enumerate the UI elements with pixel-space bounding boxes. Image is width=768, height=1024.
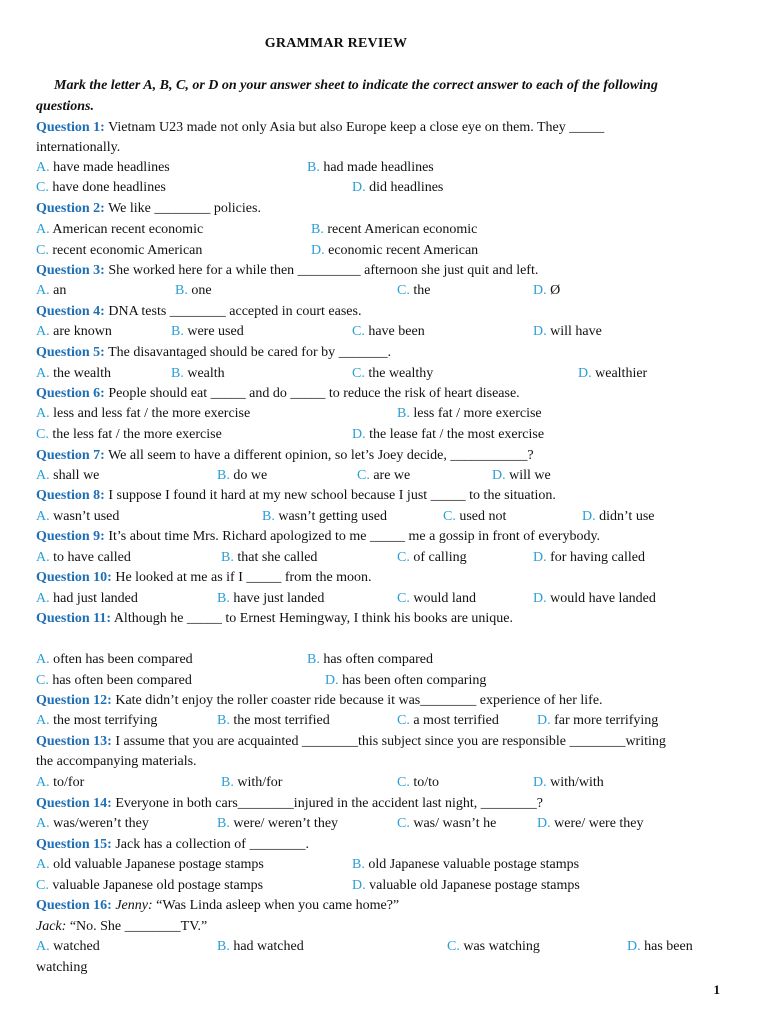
option-letter: B. [397,406,410,421]
option-letter: C. [397,816,410,831]
option-letter: C. [397,283,410,298]
option-text: were/ were they [554,816,644,831]
question-2-option-d[interactable] [311,241,478,261]
option-letter: D. [537,713,551,728]
question-text: He looked at me as if I _____ from the moon. [115,570,372,585]
option-letter: C. [36,427,49,442]
option-letter: B. [221,775,234,790]
question-13-stem [36,732,666,752]
option-text: has often compared [323,652,433,667]
question-1-option-d[interactable] [352,178,443,198]
option-text: American recent economic [52,222,204,237]
option-text: would land [413,591,476,606]
question-label: Question 3: [36,263,105,278]
question-label: Question 5: [36,345,105,360]
option-text: to/to [413,775,440,790]
option-text: the most terrifying [53,713,158,728]
question-11-option-c[interactable] [36,671,192,691]
question-10-stem [36,568,372,588]
question-10-option-d[interactable] [533,589,656,609]
option-letter: A. [36,816,50,831]
question-11-stem [36,609,513,629]
question-4-stem [36,302,361,322]
option-text: was/weren’t they [53,816,149,831]
option-letter: C. [36,180,49,195]
option-text: would have landed [550,591,656,606]
option-letter: A. [36,222,50,237]
option-letter: C. [397,713,410,728]
option-text: didn’t use [599,509,655,524]
question-3-option-a[interactable] [36,281,66,301]
question-1-stem [36,118,604,138]
option-letter: B. [217,939,230,954]
option-letter: B. [175,283,188,298]
option-text: to have called [53,550,131,565]
option-text: valuable Japanese old postage stamps [52,878,264,893]
question-5-option-a[interactable] [36,364,111,384]
question-label: Question 12: [36,693,112,708]
option-text: are known [53,324,112,339]
option-letter: B. [217,468,230,483]
question-text: We all seem to have a different opinion, so let’s Joey decide, ___________? [108,448,534,463]
option-letter: D. [533,591,547,606]
option-text: less and less fat / the more exercise [53,406,251,421]
question-16-dialogue: Jack: “No. She ________TV.” [36,919,208,934]
option-text: have been [368,324,425,339]
option-letter: D. [311,243,325,258]
option-text: to/for [53,775,85,790]
option-letter: C. [447,939,460,954]
question-13-option-d[interactable] [533,773,604,793]
option-text: shall we [53,468,100,483]
question-14-option-b[interactable] [217,814,338,834]
question-text: Everyone in both cars________injured in the accident last night, ________? [115,796,544,811]
question-12-option-b[interactable] [217,711,330,731]
option-letter: B. [307,160,320,175]
question-9-option-c[interactable] [397,548,467,568]
option-text: the wealthy [368,366,434,381]
question-text: Although he _____ to Ernest Hemingway, I think his books are unique. [113,611,514,626]
option-text: valuable old Japanese postage stamps [369,878,580,893]
question-14-stem [36,794,543,814]
option-text: Ø [550,283,561,298]
question-5-option-b[interactable] [171,364,225,384]
question-3-option-d[interactable] [533,281,560,301]
question-label: Question 9: [36,529,105,544]
option-letter: A. [36,591,50,606]
question-14-option-c[interactable] [397,814,496,834]
question-2-stem [36,199,261,219]
option-text: are we [373,468,411,483]
option-letter: A. [36,713,50,728]
option-text: watched [53,939,100,954]
question-16-option-a[interactable] [36,937,100,957]
question-13-option-a[interactable] [36,773,84,793]
question-15-option-c[interactable] [36,876,263,896]
question-label: Question 7: [36,448,105,463]
option-letter: B. [217,816,230,831]
question-15-option-b[interactable] [352,855,579,875]
question-4-option-a[interactable] [36,322,112,342]
option-letter: C. [36,673,49,688]
question-11-option-a[interactable] [36,650,193,670]
option-text: far more terrifying [554,713,659,728]
option-letter: B. [311,222,324,237]
question-16-stem [36,896,399,916]
question-16-option-d[interactable] [627,937,693,957]
option-letter: B. [352,857,365,872]
question-text: It’s about time Mrs. Richard apologized to me _____ me a gossip in front of everybody. [108,529,601,544]
question-5-stem [36,343,391,363]
option-letter: A. [36,283,50,298]
option-text: had just landed [53,591,138,606]
question-6-option-a[interactable] [36,404,250,424]
question-13-option-c[interactable] [397,773,439,793]
question-text: The disavantaged should be cared for by _______. [108,345,392,360]
option-text: the less fat / the more exercise [52,427,222,442]
option-letter: A. [36,406,50,421]
option-letter: D. [533,324,547,339]
option-letter: C. [352,324,365,339]
option-text: wealthier [595,366,648,381]
option-text: was/ wasn’t he [413,816,497,831]
option-letter: B. [171,366,184,381]
question-6-option-c[interactable] [36,425,222,445]
question-3-stem [36,261,538,281]
option-text: have just landed [233,591,325,606]
question-text: DNA tests ________ accepted in court eases. [108,304,362,319]
option-letter: A. [36,939,50,954]
option-text: that she called [237,550,318,565]
option-text: economic recent American [328,243,479,258]
option-text: a most terrified [413,713,499,728]
question-8-option-b[interactable] [262,507,387,527]
option-text: wasn’t getting used [278,509,387,524]
question-8-option-a[interactable] [36,507,119,527]
option-letter: B. [221,550,234,565]
question-16-option-b[interactable] [217,937,304,957]
question-12-option-d[interactable] [537,711,658,731]
question-12-stem [36,691,603,711]
option-letter: D. [533,775,547,790]
question-7-option-c[interactable] [357,466,410,486]
option-letter: B. [217,591,230,606]
question-14-option-d[interactable] [537,814,644,834]
option-text: old Japanese valuable postage stamps [368,857,580,872]
option-text: were used [187,324,244,339]
question-11-option-d[interactable] [325,671,486,691]
option-letter: B. [171,324,184,339]
instructions: Mark the letter A, B, C, or D on your answer sheet to indicate the correct answer to each of the following questions. [36,78,658,114]
question-text: I suppose I found it hard at my new school because I just _____ to the situation. [108,488,556,503]
question-label: Question 4: [36,304,105,319]
question-9-option-b[interactable] [221,548,317,568]
option-text: the wealth [53,366,112,381]
question-4-option-c[interactable] [352,322,425,342]
option-text: have made headlines [53,160,170,175]
question-6-option-d[interactable] [352,425,544,445]
option-text: the [413,283,431,298]
question-7-option-b[interactable] [217,466,267,486]
question-11-option-b[interactable] [307,650,433,670]
option-text: wasn’t used [53,509,120,524]
option-letter: C. [397,591,410,606]
option-letter: C. [36,878,49,893]
option-text: the lease fat / the most exercise [369,427,545,442]
option-text: an [53,283,67,298]
question-15-option-d[interactable] [352,876,580,896]
question-16-option-d-continued: watching [36,960,88,975]
question-1-option-b[interactable] [307,158,434,178]
option-text: recent American economic [327,222,478,237]
question-12-option-a[interactable] [36,711,157,731]
question-label: Question 16: [36,898,112,913]
question-10-option-a[interactable] [36,589,138,609]
option-letter: A. [36,160,50,175]
question-1-option-c[interactable] [36,178,166,198]
question-4-option-d[interactable] [533,322,602,342]
option-text: had made headlines [323,160,434,175]
option-text: wealth [187,366,225,381]
question-2-option-a[interactable] [36,220,203,240]
option-text: do we [233,468,268,483]
question-label: Question 1: [36,120,105,135]
question-15-option-a[interactable] [36,855,264,875]
option-letter: A. [36,509,50,524]
option-letter: A. [36,468,50,483]
question-10-option-c[interactable] [397,589,476,609]
option-text: for having called [550,550,645,565]
option-letter: C. [397,550,410,565]
option-text: have done headlines [52,180,166,195]
question-label: Question 13: [36,734,112,749]
option-letter: A. [36,775,50,790]
speaker-name: Jenny: [115,898,153,913]
option-letter: D. [352,427,366,442]
option-letter: D. [582,509,596,524]
question-8-option-c[interactable] [443,507,506,527]
option-text: will have [550,324,602,339]
option-text: with/with [550,775,604,790]
option-text: were/ weren’t they [233,816,339,831]
option-letter: D. [533,283,547,298]
question-12-option-c[interactable] [397,711,499,731]
question-7-option-a[interactable] [36,466,99,486]
option-letter: D. [352,180,366,195]
question-13-option-b[interactable] [221,773,282,793]
page-title: GRAMMAR REVIEW [264,36,408,51]
option-letter: A. [36,324,50,339]
question-2-option-b[interactable] [311,220,477,240]
question-13-stem-continued: the accompanying materials. [36,754,197,769]
option-text: often has been compared [53,652,193,667]
question-2-option-c[interactable] [36,241,202,261]
question-label: Question 6: [36,386,105,401]
option-letter: C. [357,468,370,483]
question-label: Question 14: [36,796,112,811]
option-text: used not [459,509,507,524]
option-text: of calling [413,550,467,565]
option-text: has been [644,939,693,954]
option-letter: D. [537,816,551,831]
question-9-option-a[interactable] [36,548,131,568]
option-text: will we [509,468,551,483]
page-number: 1 [713,982,720,997]
question-16-option-c[interactable] [447,937,540,957]
option-text: had watched [233,939,304,954]
question-text: People should eat _____ and do _____ to reduce the risk of heart disease. [108,386,520,401]
question-text: Kate didn’t enjoy the roller coaster ride because it was________ experience of her life. [115,693,603,708]
option-letter: C. [36,243,49,258]
option-text: one [191,283,212,298]
question-9-option-d[interactable] [533,548,645,568]
question-text: We like ________ policies. [108,201,261,216]
question-3-option-c[interactable] [397,281,430,301]
question-text: She worked here for a while then _________ afternoon she just quit and left. [108,263,539,278]
option-text: has often been compared [52,673,192,688]
option-letter: B. [307,652,320,667]
question-14-option-a[interactable] [36,814,149,834]
question-10-option-b[interactable] [217,589,324,609]
question-1-stem-continued: internationally. [36,140,121,155]
option-letter: D. [578,366,592,381]
option-letter: A. [36,366,50,381]
question-4-option-b[interactable] [171,322,244,342]
question-8-stem [36,486,556,506]
option-letter: C. [443,509,456,524]
option-letter: A. [36,652,50,667]
question-8-option-d[interactable] [582,507,654,527]
option-letter: D. [627,939,641,954]
option-text: the most terrified [233,713,330,728]
option-letter: D. [492,468,506,483]
option-letter: B. [217,713,230,728]
question-7-stem [36,446,534,466]
question-text: Jack has a collection of ________. [115,837,309,852]
question-1-option-a[interactable] [36,158,170,178]
question-6-option-b[interactable] [397,404,542,424]
option-letter: D. [533,550,547,565]
question-text: Vietnam U23 made not only Asia but also Europe keep a close eye on them. They _____ [108,120,605,135]
question-label: Question 8: [36,488,105,503]
question-6-stem [36,384,520,404]
question-text: “Was Linda asleep when you came home?” [156,898,400,913]
option-text: old valuable Japanese postage stamps [53,857,264,872]
question-label: Question 11: [36,611,112,626]
option-letter: D. [352,878,366,893]
option-text: recent economic American [52,243,203,258]
question-15-stem [36,835,309,855]
option-text: did headlines [369,180,444,195]
question-7-option-d[interactable] [492,466,551,486]
option-letter: A. [36,857,50,872]
option-letter: D. [325,673,339,688]
option-text: has been often comparing [342,673,487,688]
question-text: I assume that you are acquainted ________this subject since you are responsible ________writing [115,734,666,749]
question-label: Question 15: [36,837,112,852]
option-text: with/for [237,775,283,790]
option-letter: B. [262,509,275,524]
question-5-option-c[interactable] [352,364,433,384]
question-label: Question 10: [36,570,112,585]
question-3-option-b[interactable] [175,281,212,301]
option-text: was watching [463,939,540,954]
option-letter: C. [352,366,365,381]
question-5-option-d[interactable] [578,364,647,384]
option-letter: C. [397,775,410,790]
speaker-name: Jack: [36,919,67,934]
option-letter: A. [36,550,50,565]
option-text: less fat / more exercise [413,406,542,421]
question-label: Question 2: [36,201,105,216]
question-9-stem [36,527,600,547]
